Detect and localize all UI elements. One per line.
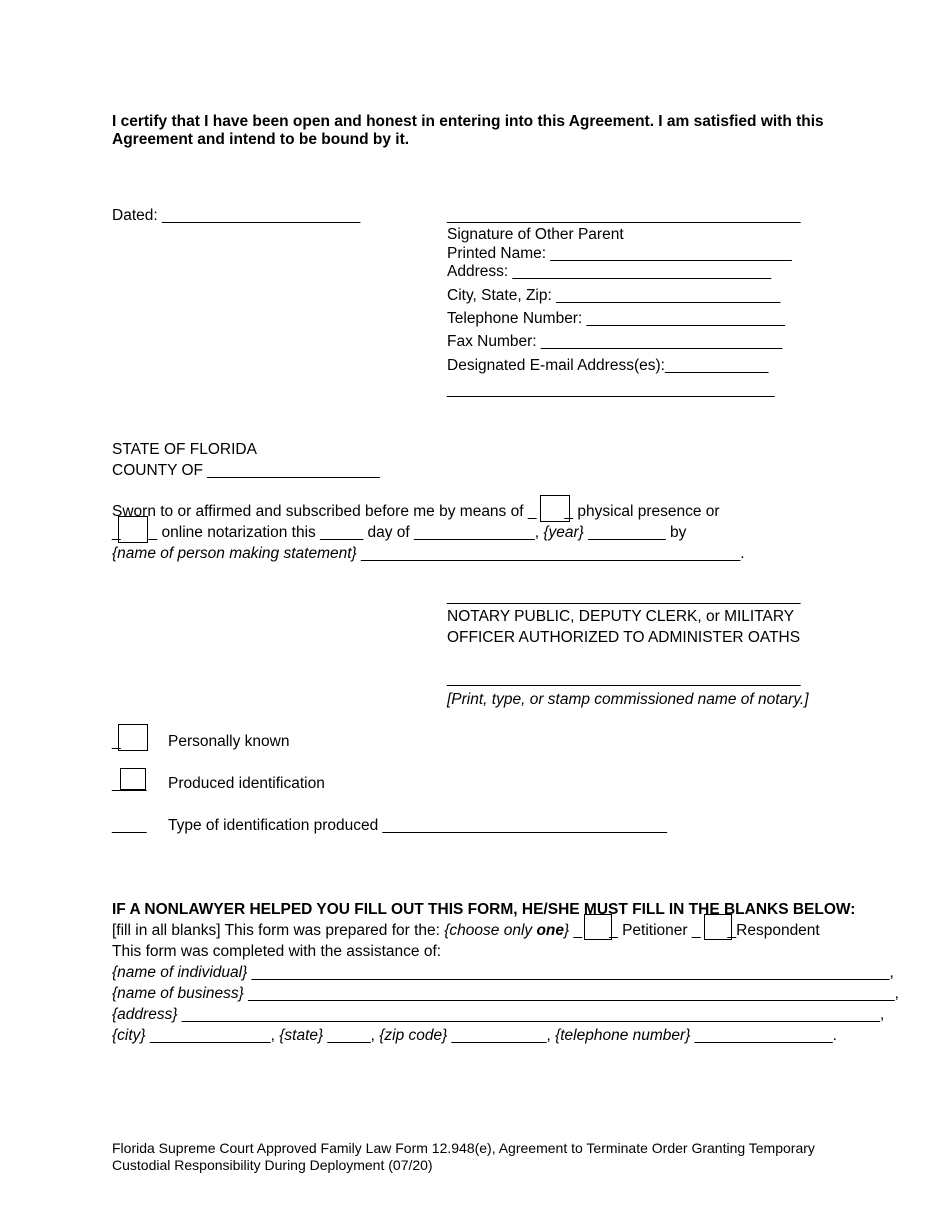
state-line[interactable]: _____, (323, 1027, 380, 1044)
address-field[interactable]: Address: ______________________________ (447, 263, 772, 280)
prepared-for-text: [fill in all blanks] This form was prepared for the: (112, 922, 445, 939)
year-label: {year} (543, 524, 584, 541)
online-notarization-underscore: _ (112, 524, 121, 541)
sworn-line-3 (112, 545, 745, 563)
physical-presence-underscore-after: _ (564, 503, 574, 520)
notary-title-line-1: NOTARY PUBLIC, DEPUTY CLERK, or MILITARY (447, 608, 795, 625)
printed-name-field[interactable]: Printed Name: ____________________________ (447, 245, 792, 262)
address-line[interactable]: _________________________________________________________________________________, (177, 1006, 885, 1023)
choose-close: } (564, 922, 570, 939)
assistance-label: This form was completed with the assistance of: (112, 943, 442, 960)
city-row (112, 1027, 837, 1045)
telephone-field[interactable]: Telephone Number: _______________________ (447, 310, 785, 327)
respondent-label: Respondent (736, 922, 820, 939)
phone-line[interactable]: ________________. (690, 1027, 837, 1044)
person-label: {name of person making statement} (112, 545, 357, 562)
footer-line-1: Florida Supreme Court Approved Family Law Form 12.948(e), Agreement to Terminate Order Granting Temporary (112, 1140, 815, 1156)
signature-label: Signature of Other Parent (447, 226, 624, 243)
zip-line[interactable]: ___________, (447, 1027, 556, 1044)
notary-name-line[interactable]: _________________________________________ (447, 670, 801, 687)
address-label: {address} (112, 1006, 178, 1023)
online-notarization-text: online notarization this _____ day of ______________, (157, 524, 544, 541)
choose-label: {choose only (444, 922, 537, 939)
notary-signature-line[interactable]: _________________________________________ (447, 588, 801, 605)
type-id-field[interactable]: Type of identification produced _________________________________ (168, 817, 668, 834)
by-text: _________ by (583, 524, 687, 541)
respondent-underscore-after: _ (727, 922, 737, 939)
certification-line-2: Agreement and intend to be bound by it. (112, 131, 410, 148)
phone-label: {telephone number} (555, 1027, 691, 1044)
state-label-nl: {state} (279, 1027, 324, 1044)
physical-presence-label: physical presence or (573, 503, 720, 520)
county-field[interactable]: COUNTY OF ____________________ (112, 462, 380, 479)
respondent-underscore: _ (691, 922, 701, 939)
business-label: {name of business} (112, 985, 244, 1002)
choose-one: one (536, 922, 565, 939)
dated-field[interactable]: Dated: _______________________ (112, 207, 361, 224)
notary-name-label: [Print, type, or stamp commissioned name of notary.] (447, 691, 809, 708)
sworn-line-1 (112, 503, 720, 521)
petitioner-underscore: _ (573, 922, 583, 939)
personally-known-label: Personally known (168, 733, 290, 750)
physical-presence-checkbox[interactable] (540, 495, 570, 522)
email-field[interactable]: Designated E-mail Address(es):____________ (447, 357, 769, 374)
business-row (112, 985, 899, 1003)
petitioner-label: Petitioner (617, 922, 692, 939)
business-line[interactable]: ___________________________________________________________________________, (243, 985, 899, 1002)
sworn-line-2 (112, 524, 686, 542)
city-line[interactable]: ______________, (145, 1027, 280, 1044)
email-field-line-2[interactable]: ______________________________________ (447, 381, 775, 398)
online-notarization-underscore-after: _ (148, 524, 158, 541)
state-label: STATE OF FLORIDA (112, 441, 257, 458)
person-line[interactable]: ____________________________________________. (356, 545, 745, 562)
nonlawyer-heading: IF A NONLAWYER HELPED YOU FILL OUT THIS FORM, HE/SHE MUST FILL IN THE BLANKS BELOW: (112, 901, 856, 918)
sworn-line-1-text: Sworn to or affirmed and subscribed before me by means of (112, 503, 528, 520)
notary-title-line-2: OFFICER AUTHORIZED TO ADMINISTER OATHS (447, 629, 801, 646)
respondent-checkbox[interactable] (704, 914, 732, 940)
individual-label: {name of individual} (112, 964, 248, 981)
city-label: {city} (112, 1027, 146, 1044)
physical-presence-underscore: _ (527, 503, 537, 520)
personally-known-underscore: _ (112, 733, 121, 750)
type-id-blank[interactable]: ____ (112, 817, 147, 834)
zip-label: {zip code} (379, 1027, 448, 1044)
produced-id-checkbox[interactable] (120, 768, 146, 790)
personally-known-checkbox[interactable] (118, 724, 148, 751)
city-state-zip-field[interactable]: City, State, Zip: __________________________ (447, 287, 781, 304)
produced-id-label: Produced identification (168, 775, 325, 792)
petitioner-underscore-after: _ (609, 922, 618, 939)
individual-line[interactable]: __________________________________________________________________________, (247, 964, 894, 981)
online-notarization-checkbox[interactable] (118, 516, 148, 543)
individual-row (112, 964, 894, 982)
fax-field[interactable]: Fax Number: ____________________________ (447, 333, 783, 350)
petitioner-checkbox[interactable] (584, 914, 612, 940)
produced-id-underscore: ____ (112, 775, 147, 792)
address-row (112, 1006, 884, 1024)
certification-line-1: I certify that I have been open and honest in entering into this Agreement. I am satisfied with this (112, 113, 824, 130)
signature-line[interactable]: _________________________________________ (447, 207, 801, 224)
footer-line-2: Custodial Responsibility During Deployment (07/20) (112, 1157, 433, 1173)
